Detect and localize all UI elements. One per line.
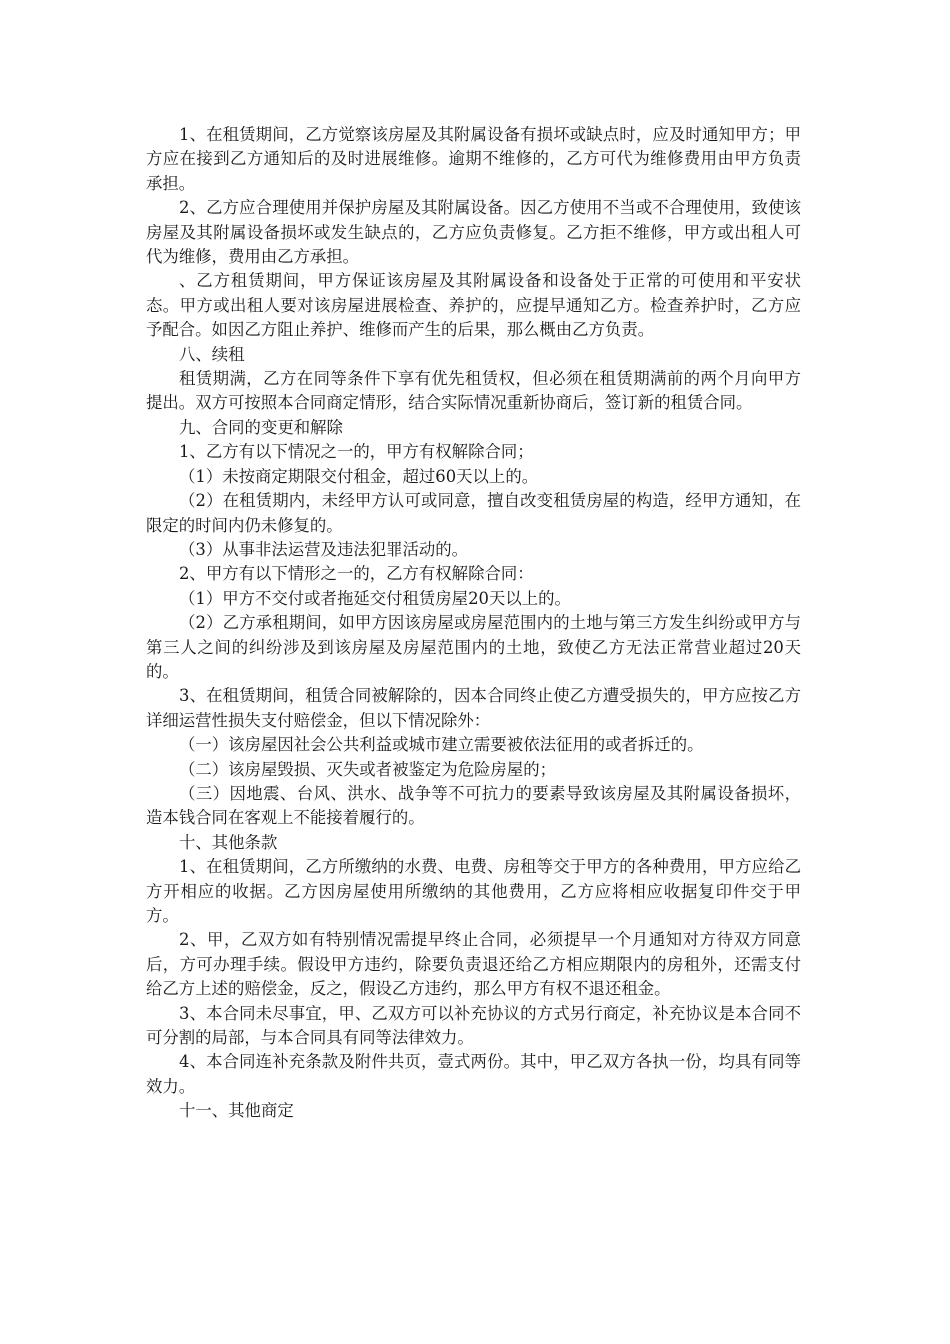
document-body <box>146 123 801 1124</box>
section-heading-termination: 九、合同的变更和解除 <box>179 417 343 437</box>
section-heading-renewal: 八、续租 <box>179 344 245 364</box>
list-item: （1）甲方不交付或者拖延交付租赁房屋20天以上的。 <box>179 588 571 608</box>
paragraph-landlord-may-terminate: 1、乙方有以下情况之一的，甲方有权解除合同； <box>179 442 534 462</box>
list-item: （二）该房屋毁损、灭失或者被鉴定为危险房屋的； <box>179 759 556 779</box>
list-item: （三）因地震、台风、洪水、战争等不可抗力的要素导致该房屋及其附属设备损坏，造本钱合同在客观上不能接着履行的。 <box>146 783 801 828</box>
paragraph-supplementary: 3、本合同未尽事宜，甲、乙双方可以补充协议的方式另行商定，补充协议是本合同不可分割的局部，与本合同具有同等法律效力。 <box>146 1003 801 1048</box>
paragraph-compensation: 3、在租赁期间，租赁合同被解除的，因本合同终止使乙方遭受损失的，甲方应按乙方详细运营性损失支付赔偿金，但以下情况除外： <box>146 686 801 730</box>
paragraph-safe-state: 、乙方租赁期间，甲方保证该房屋及其附属设备和设备处于正常的可使用和平安状态。甲方或出租人要对该房屋进展检查、养护的，应提早通知乙方。检查养护时，乙方应予配合。如因乙方阻止养护、维修而产生的后果，那么概由乙方负责。 <box>146 271 801 340</box>
paragraph-receipts: 1、在租赁期间，乙方所缴纳的水费、电费、房租等交于甲方的各种费用，甲方应给乙方开相应的收据。乙方因房屋使用所缴纳的其他费用，乙方应将相应收据复印件交于甲方。 <box>146 857 801 925</box>
paragraph-early-termination: 2、甲，乙双方如有特别情况需提早终止合同，必须提早一个月通知对方待双方同意后，方可办理手续。假设甲方违约，除要负责退还给乙方相应期限内的房租外，还需支付给乙方上述的赔偿金，反之，假设乙方违约，那么甲方有权不退还租金。 <box>146 930 801 999</box>
section-heading-other-agreements: 十一、其他商定 <box>179 1101 294 1121</box>
paragraph-repair-notice: 1、在租赁期间，乙方觉察该房屋及其附属设备有损坏或缺点时，应及时通知甲方；甲方应在接到乙方通知后的及时进展维修。逾期不维修的，乙方可代为维修费用由甲方负责承担。 <box>146 125 801 193</box>
section-heading-other-terms: 十、其他条款 <box>179 832 278 852</box>
paragraph-copies: 4、本合同连补充条款及附件共页，壹式两份。其中，甲乙双方各执一份，均具有同等效力。 <box>146 1052 801 1096</box>
list-item: （2）乙方承租期间，如甲方因该房屋或房屋范围内的土地与第三方发生纠纷或甲方与第三人之间的纠纷涉及到该房屋及房屋范围内的土地，致使乙方无法正常营业超过20天的。 <box>146 613 801 681</box>
paragraph-renewal: 租赁期满，乙方在同等条件下享有优先租赁权，但必须在租赁期满前的两个月向甲方提出。双方可按照本合同商定情形，结合实际情况重新协商后，签订新的租赁合同。 <box>146 369 801 413</box>
list-item: （1）未按商定期限交付租金，超过60天以上的。 <box>179 466 539 486</box>
list-item: （3）从事非法运营及违法犯罪活动的。 <box>179 539 469 559</box>
list-item: （2）在租赁期内，未经甲方认可或同意，擅自改变租赁房屋的构造，经甲方通知，在限定的时间内仍未修复的。 <box>146 491 801 535</box>
list-item: （一）该房屋因社会公共利益或城市建立需要被依法征用的或者拆迁的。 <box>179 735 704 755</box>
paragraph-tenant-may-terminate: 2、甲方有以下情形之一的，乙方有权解除合同： <box>179 564 534 584</box>
paragraph-proper-use: 2、乙方应合理使用并保护房屋及其附属设备。因乙方使用不当或不合理使用，致使该房屋及其附属设备损坏或发生缺点的，乙方应负责修复。乙方拒不维修，甲方或出租人可代为维修，费用由乙方承担。 <box>146 198 801 267</box>
